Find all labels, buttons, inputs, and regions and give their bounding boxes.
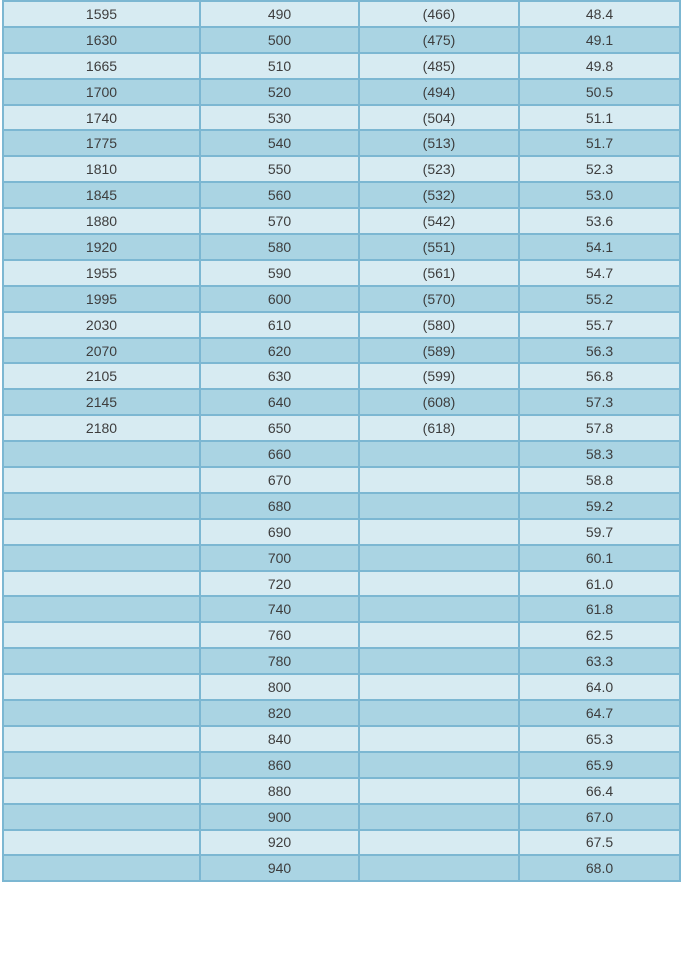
table-cell: 490 (200, 1, 359, 27)
table-cell: 54.7 (519, 260, 680, 286)
table-cell (3, 467, 200, 493)
table-cell: 50.5 (519, 79, 680, 105)
table-cell: 530 (200, 105, 359, 131)
table-row (3, 752, 680, 778)
data-table (2, 0, 681, 882)
table-cell (3, 441, 200, 467)
table-cell: 880 (200, 778, 359, 804)
table-row (3, 338, 680, 364)
table-cell (3, 830, 200, 856)
table-cell (359, 441, 519, 467)
table-row (3, 286, 680, 312)
table-cell (359, 596, 519, 622)
table-row (3, 622, 680, 648)
table-cell: 680 (200, 493, 359, 519)
table-cell: (618) (359, 415, 519, 441)
table-cell (3, 596, 200, 622)
table-cell: 52.3 (519, 156, 680, 182)
table-cell: 1995 (3, 286, 200, 312)
table-cell: (570) (359, 286, 519, 312)
table-cell: (523) (359, 156, 519, 182)
table-cell: 48.4 (519, 1, 680, 27)
table-row (3, 726, 680, 752)
table-row (3, 156, 680, 182)
table-cell: (485) (359, 53, 519, 79)
table-cell (359, 545, 519, 571)
table-cell (359, 804, 519, 830)
table-cell: 66.4 (519, 778, 680, 804)
table-cell: 64.7 (519, 700, 680, 726)
table-cell: 59.2 (519, 493, 680, 519)
table-cell: 560 (200, 182, 359, 208)
table-cell (3, 804, 200, 830)
table-cell: 67.0 (519, 804, 680, 830)
table-cell (359, 726, 519, 752)
table-cell: (542) (359, 208, 519, 234)
table-cell (359, 778, 519, 804)
table-row (3, 700, 680, 726)
table-row (3, 596, 680, 622)
table-body (3, 1, 680, 881)
table-cell: 2180 (3, 415, 200, 441)
table-row (3, 855, 680, 881)
table-row (3, 130, 680, 156)
table-row (3, 363, 680, 389)
table-row (3, 493, 680, 519)
table-row (3, 79, 680, 105)
table-cell (3, 674, 200, 700)
table-cell (3, 519, 200, 545)
table-cell: 56.8 (519, 363, 680, 389)
table-cell: 800 (200, 674, 359, 700)
table-cell (3, 648, 200, 674)
table-row (3, 234, 680, 260)
table-cell: 550 (200, 156, 359, 182)
table-cell: 68.0 (519, 855, 680, 881)
table-cell: 840 (200, 726, 359, 752)
table-cell: 510 (200, 53, 359, 79)
table-cell: (551) (359, 234, 519, 260)
table-cell: 1595 (3, 1, 200, 27)
table-cell: 1845 (3, 182, 200, 208)
table-row (3, 545, 680, 571)
table-cell: 63.3 (519, 648, 680, 674)
table-cell: 55.7 (519, 312, 680, 338)
table-cell: 58.3 (519, 441, 680, 467)
table-cell (359, 830, 519, 856)
table-cell (359, 648, 519, 674)
table-row (3, 312, 680, 338)
table-cell: 1700 (3, 79, 200, 105)
table-cell: 940 (200, 855, 359, 881)
table-row (3, 519, 680, 545)
table-row (3, 571, 680, 597)
table-row (3, 648, 680, 674)
table-cell: 820 (200, 700, 359, 726)
table-cell: 49.1 (519, 27, 680, 53)
table-cell: (494) (359, 79, 519, 105)
table-cell: 65.9 (519, 752, 680, 778)
table-cell: 54.1 (519, 234, 680, 260)
table-cell: 600 (200, 286, 359, 312)
table-cell (3, 545, 200, 571)
table-cell: 570 (200, 208, 359, 234)
table-row (3, 804, 680, 830)
table-cell: 1920 (3, 234, 200, 260)
table-cell: 720 (200, 571, 359, 597)
table-cell: 1630 (3, 27, 200, 53)
table-cell (359, 571, 519, 597)
table-cell: 61.8 (519, 596, 680, 622)
table-cell: 920 (200, 830, 359, 856)
table-cell: 670 (200, 467, 359, 493)
table-cell: 59.7 (519, 519, 680, 545)
table-cell: 58.8 (519, 467, 680, 493)
table-row (3, 467, 680, 493)
table-cell: (599) (359, 363, 519, 389)
table-row (3, 830, 680, 856)
table-cell: 2030 (3, 312, 200, 338)
table-row (3, 389, 680, 415)
table-cell: (475) (359, 27, 519, 53)
table-cell: 900 (200, 804, 359, 830)
table-cell: 2145 (3, 389, 200, 415)
table-row (3, 1, 680, 27)
table-cell (359, 855, 519, 881)
table-cell: 1775 (3, 130, 200, 156)
table-row (3, 27, 680, 53)
table-row (3, 208, 680, 234)
table-row (3, 53, 680, 79)
table-row (3, 182, 680, 208)
table-cell: 61.0 (519, 571, 680, 597)
table-cell: 1740 (3, 105, 200, 131)
table-cell: 640 (200, 389, 359, 415)
table-cell: 690 (200, 519, 359, 545)
table-cell: 51.7 (519, 130, 680, 156)
table-row (3, 778, 680, 804)
table-cell: (466) (359, 1, 519, 27)
table-cell: (589) (359, 338, 519, 364)
table-row (3, 105, 680, 131)
table-cell: 62.5 (519, 622, 680, 648)
table-cell: 700 (200, 545, 359, 571)
table-cell: 55.2 (519, 286, 680, 312)
table-cell: 51.1 (519, 105, 680, 131)
table-row (3, 260, 680, 286)
table-cell: 740 (200, 596, 359, 622)
table-cell (359, 467, 519, 493)
table-cell: 500 (200, 27, 359, 53)
table-cell: 67.5 (519, 830, 680, 856)
table-cell: (513) (359, 130, 519, 156)
table-cell: 65.3 (519, 726, 680, 752)
table-cell: 57.8 (519, 415, 680, 441)
table-cell: 580 (200, 234, 359, 260)
table-cell (3, 855, 200, 881)
table-cell: 64.0 (519, 674, 680, 700)
table-cell: (504) (359, 105, 519, 131)
table-cell: (561) (359, 260, 519, 286)
table-cell: 760 (200, 622, 359, 648)
table-cell (359, 519, 519, 545)
table-cell: 860 (200, 752, 359, 778)
table-cell: 56.3 (519, 338, 680, 364)
table-cell (3, 700, 200, 726)
table-cell: (580) (359, 312, 519, 338)
table-cell (359, 622, 519, 648)
table-cell: 650 (200, 415, 359, 441)
table-cell (3, 752, 200, 778)
table-cell (359, 674, 519, 700)
table-cell (3, 571, 200, 597)
table-cell: 780 (200, 648, 359, 674)
table-cell (359, 493, 519, 519)
table-cell (3, 778, 200, 804)
table-cell: (608) (359, 389, 519, 415)
table-cell (3, 726, 200, 752)
table-cell: (532) (359, 182, 519, 208)
table-cell: 57.3 (519, 389, 680, 415)
table-cell: 1955 (3, 260, 200, 286)
table-cell: 590 (200, 260, 359, 286)
table-cell: 620 (200, 338, 359, 364)
table-cell: 1880 (3, 208, 200, 234)
table-cell (359, 752, 519, 778)
table-cell (359, 700, 519, 726)
table-cell: 660 (200, 441, 359, 467)
table-cell: 53.6 (519, 208, 680, 234)
table-row (3, 415, 680, 441)
table-cell: 60.1 (519, 545, 680, 571)
table-cell: 630 (200, 363, 359, 389)
table-cell: 540 (200, 130, 359, 156)
table-cell: 1810 (3, 156, 200, 182)
table-cell: 49.8 (519, 53, 680, 79)
table-cell: 2105 (3, 363, 200, 389)
table-cell: 520 (200, 79, 359, 105)
table-cell: 1665 (3, 53, 200, 79)
table-cell (3, 493, 200, 519)
table-cell (3, 622, 200, 648)
table-row (3, 441, 680, 467)
table-cell: 610 (200, 312, 359, 338)
table-cell: 2070 (3, 338, 200, 364)
table-row (3, 674, 680, 700)
table-cell: 53.0 (519, 182, 680, 208)
